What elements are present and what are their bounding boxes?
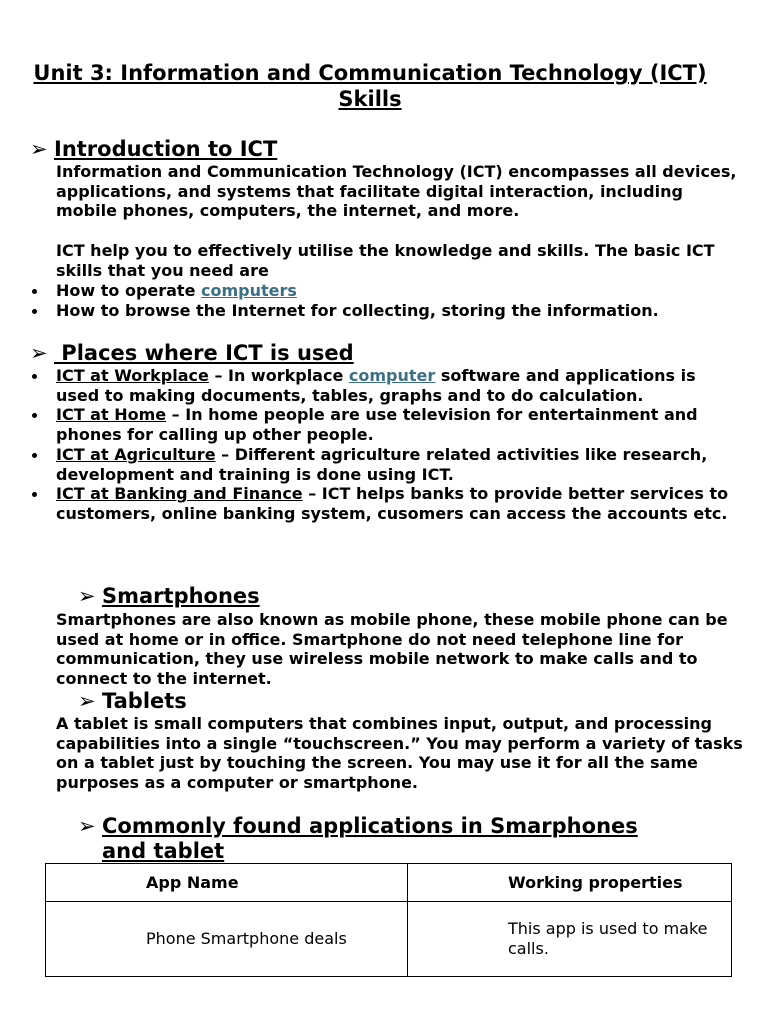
list-item: ICT at Banking and Finance – ICT helps banks to provide better services to customers, online banking system, cusomers can access the accounts etc. <box>0 484 740 523</box>
smartphones-paragraph: Smartphones are also known as mobile phone, these mobile phone can be used at home or in office. Smartphone do not need telephone line for communication, they use wireless mobile network to make calls and to connect to the internet. <box>56 610 728 689</box>
list-item: ICT at Workplace – In workplace computer software and applications is used to making documents, tables, graphs and to do calculation. <box>0 366 740 405</box>
arrow-bullet-icon: ➢ <box>78 814 96 838</box>
arrow-bullet-icon: ➢ <box>30 341 48 365</box>
intro-bullet-list <box>0 281 740 320</box>
list-item: ICT at Agriculture – Different agriculture related activities like research, development and training is done using ICT. <box>0 445 740 484</box>
table-row <box>46 902 732 977</box>
section-heading-apps-line2: and tablet <box>102 839 225 863</box>
section-heading-intro: ➢ Introduction to ICT <box>30 137 278 161</box>
list-item: How to operate computers <box>0 281 740 301</box>
bullet-dot-icon <box>32 413 37 418</box>
section-heading-smartphones: ➢ Smartphones <box>78 584 260 608</box>
column-header-working-properties: Working properties <box>408 864 732 902</box>
page-title: Unit 3: Information and Communication Technology (ICT) Skills <box>33 61 707 111</box>
arrow-bullet-icon: ➢ <box>78 584 96 608</box>
intro-paragraph-2: ICT help you to effectively utilise the knowledge and skills. The basic ICT skills that you need are <box>56 241 715 280</box>
bullet-dot-icon <box>32 374 37 379</box>
column-header-app-name: App Name <box>46 864 408 902</box>
arrow-bullet-icon: ➢ <box>78 689 96 713</box>
bullet-dot-icon <box>32 492 37 497</box>
list-item: ICT at Home – In home people are use television for entertainment and phones for calling up other people. <box>0 405 740 444</box>
app-name-cell: Phone Smartphone deals <box>46 902 408 977</box>
section-heading-apps: ➢ Commonly found applications in Smarphones <box>78 814 638 838</box>
computers-link[interactable]: computers <box>201 281 297 300</box>
apps-table <box>45 863 732 977</box>
arrow-bullet-icon: ➢ <box>30 137 48 161</box>
intro-paragraph: Information and Communication Technology (ICT) encompasses all devices, applications, and systems that facilitate digital interaction, including mobile phones, computers, the internet, and more. <box>56 162 737 221</box>
bullet-dot-icon <box>32 453 37 458</box>
list-item: How to browse the Internet for collecting, storing the information. <box>0 301 740 321</box>
table-header-row <box>46 864 732 902</box>
bullet-dot-icon <box>32 289 37 294</box>
bullet-dot-icon <box>32 309 37 314</box>
app-property-cell: This app is used to make calls. <box>408 902 732 977</box>
section-heading-tablets: ➢ Tablets <box>78 689 187 713</box>
places-bullet-list <box>0 366 740 524</box>
tablets-paragraph: A tablet is small computers that combines input, output, and processing capabilities into a single “touchscreen.” You may perform a variety of tasks on a tablet just by touching the screen. You may use it for all the same purposes as a computer or smartphone. <box>56 714 743 793</box>
section-heading-places: ➢ Places where ICT is used <box>30 341 354 365</box>
computer-link[interactable]: computer <box>348 366 436 385</box>
